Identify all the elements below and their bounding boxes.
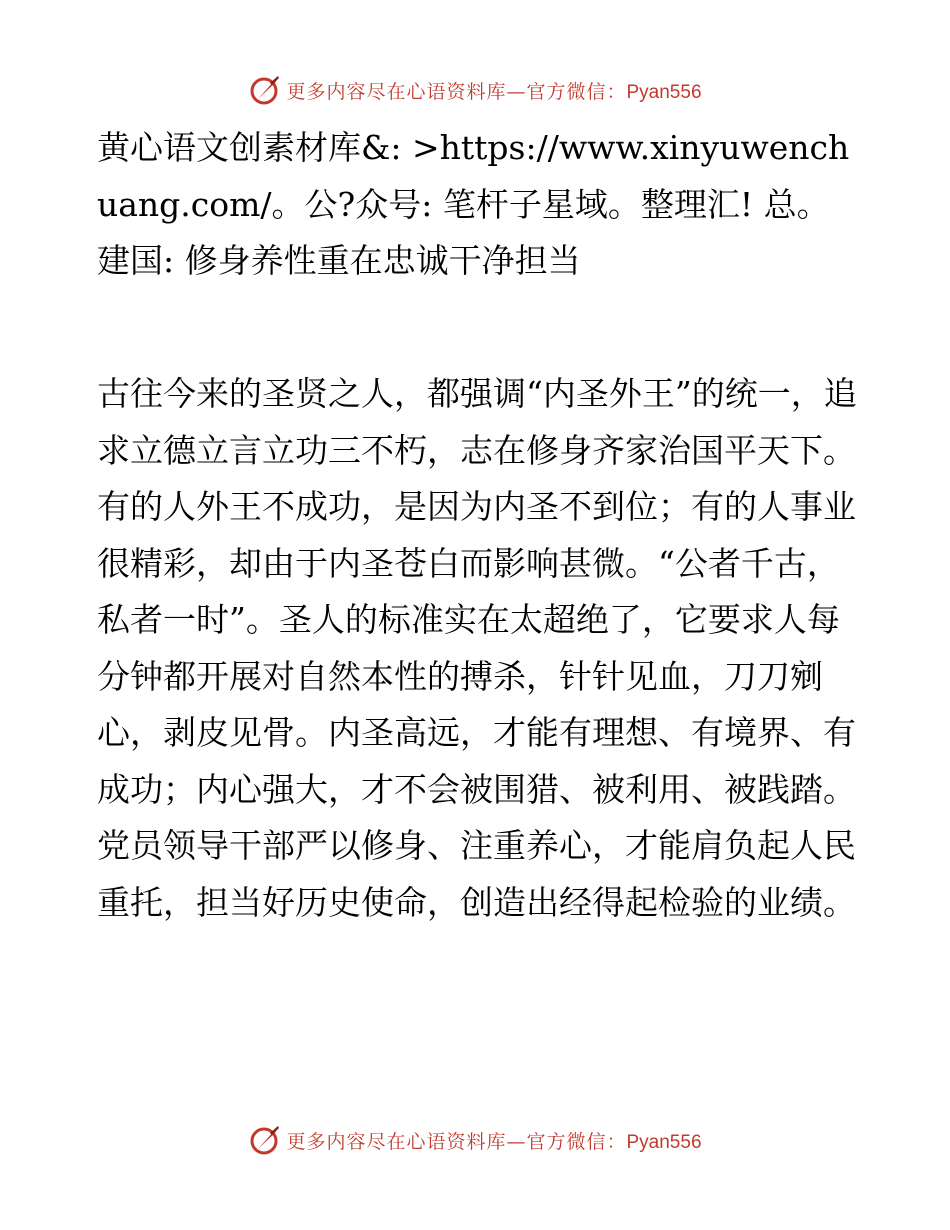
header-wechat-label: 官方微信： [526, 80, 627, 103]
body-paragraph: 古往今来的圣贤之人，都强调“内圣外王”的统一，追求立德立言立功三不朽，志在修身齐家治国平天下。有的人外王不成功，是因为内圣不到位；有的人事业很精彩，却由于内圣苍白而影响甚微。“公者千古，私者一时”。圣人的标准实在太超绝了，它要求人每分钟都开展对自然本性的搏杀，针针见血，刀刀剜心，剥皮见骨。内圣高远，才能有理想、有境界、有成功；内心强大，才不会被围猎、被利用、被践踏。党员领导干部严以修身、注重养心，才能肩负起人民重托，担当好历史使命，创造出经得起检验的业绩。 [97, 374, 857, 922]
header-banner [0, 70, 950, 110]
footer-banner-text [286, 1127, 701, 1154]
footer-separator: — [506, 1130, 527, 1153]
quill-pen-logo-icon [248, 1123, 282, 1157]
footer-banner [0, 1120, 950, 1160]
footer-promo: 更多内容尽在心语资料库 [286, 1130, 507, 1153]
header-banner-text [286, 77, 701, 104]
header-promo: 更多内容尽在心语资料库 [286, 80, 507, 103]
header-wechat-id: Pyan556 [626, 81, 702, 103]
footer-wechat-label: 官方微信： [526, 1130, 627, 1153]
footer-wechat-id: Pyan556 [626, 1131, 702, 1153]
header-separator: — [506, 80, 527, 103]
intro-paragraph: 黄心语文创素材库&: >https://www.xinyuwenchuang.com/。公?众号: 笔杆子星域。整理汇! 总。建国: 修身养性重在忠诚干净担当 [97, 128, 850, 280]
quill-pen-logo-icon [248, 73, 282, 107]
